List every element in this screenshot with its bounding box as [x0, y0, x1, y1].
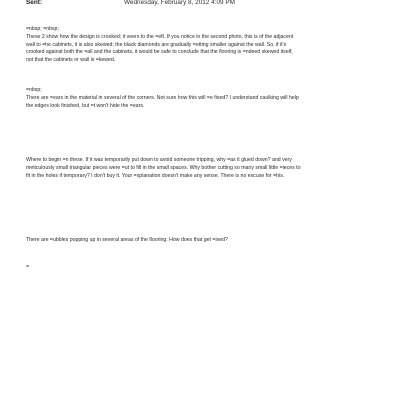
- body-line: the edges look finished, but =t won't hide the =ears.: [26, 102, 145, 109]
- body-line: fit in the holes if temporary? I don't buy it. Your =xplanation doesn't make any sense. There is no excuse for =his.: [26, 172, 285, 179]
- sent-header-row: [26, 0, 386, 8]
- body-line: There are =ears in the material in several of the corners. Not sure how this will =e fixed? I understand caulking will help: [26, 94, 299, 101]
- body-line: These 2 show how the design is crooked; it veers to the =eft. If you notice in the second photo, this is of the adjacent: [26, 33, 294, 40]
- sent-label: Sent:: [26, 0, 42, 6]
- body-line: crooked against both the =all and the cabinets, it would be safe to conclude that the flooring is =ndeed skewed itself,: [26, 49, 293, 56]
- body-line: wall to =he cabinets, it is also skewed; the black diamonds are gradually =etting smaller against the wall. So, if it's: [26, 41, 287, 48]
- paragraph-material-tears: [26, 87, 381, 110]
- body-line: =nbsp;: [26, 87, 42, 93]
- paragraph-trailing-char: [26, 264, 381, 272]
- paragraph-glued-pieces: [26, 157, 381, 180]
- paragraph-design-crooked: [26, 26, 381, 65]
- body-line: Where to begin =n these. If it was temporarily put down to avoid someone tripping, why =as it glued down? and very: [26, 157, 292, 163]
- body-line: =nbsp; =nbsp;: [26, 26, 59, 32]
- body-line: not that the cabinets or wall is =kewed.: [26, 57, 116, 64]
- body-line: =: [26, 264, 30, 270]
- paragraph-bubbles: [26, 237, 381, 245]
- body-line: meticulously small triangular pieces were =ut to fill in the small spaces. Why bother cutting so many small little =ieces to: [26, 164, 301, 171]
- sent-date-value: Wednesday, February 8, 2012 4:09 PM: [124, 0, 235, 6]
- body-line: There are =ubbles popping up in several areas of the flooring. How does that get =ixed?: [26, 237, 228, 243]
